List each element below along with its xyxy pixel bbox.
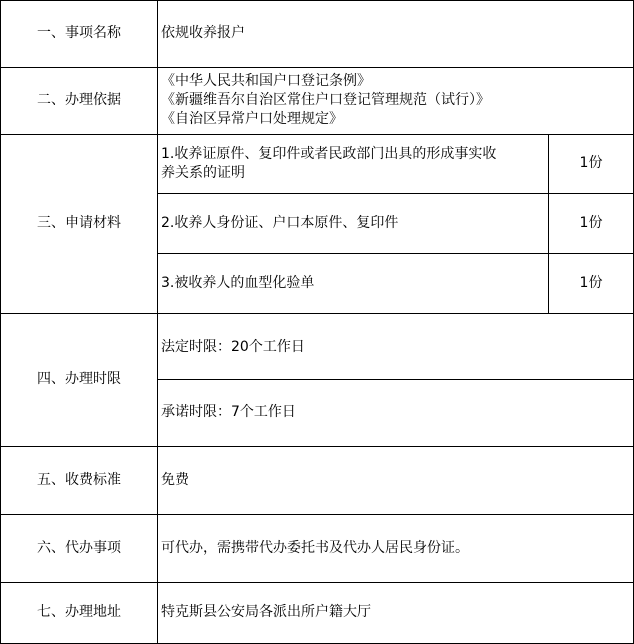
- row-divider: [0, 446, 634, 447]
- proxy-label: 六、代办事项: [37, 540, 121, 556]
- row-divider: [0, 582, 634, 583]
- row-divider: [0, 313, 634, 314]
- fee-label: 五、收费标准: [37, 472, 121, 488]
- basis-line: 《自治区异常户口处理规定》: [161, 111, 343, 127]
- table-border-top: [0, 0, 634, 1]
- row-divider: [0, 134, 634, 135]
- address-label: 七、办理地址: [37, 604, 121, 620]
- promised-time-limit: 承诺时限：7个工作日: [161, 404, 296, 420]
- subrow-divider: [157, 379, 634, 380]
- row-divider: [0, 514, 634, 515]
- row-divider: [0, 67, 634, 68]
- subrow-divider: [157, 253, 634, 254]
- material-item-count: 1份: [579, 215, 603, 231]
- statutory-time-limit: 法定时限：20个工作日: [161, 339, 305, 355]
- proxy-value: 可代办，需携带代办委托书及代办人居民身份证。: [161, 540, 469, 556]
- item-name-label: 一、事项名称: [37, 25, 121, 41]
- item-name-value: 依规收养报户: [161, 25, 245, 41]
- time-limit-label: 四、办理时限: [37, 371, 121, 387]
- address-value: 特克斯县公安局各派出所户籍大厅: [161, 604, 371, 620]
- subrow-divider: [157, 193, 634, 194]
- material-item-text: 3.被收养人的血型化验单: [161, 275, 315, 291]
- material-item-text: 2.收养人身份证、户口本原件、复印件: [161, 215, 399, 231]
- material-item-text: 养关系的证明: [161, 165, 245, 181]
- column-divider: [157, 0, 158, 644]
- basis-line: 《中华人民共和国户口登记条例》: [161, 73, 371, 89]
- materials-label: 三、申请材料: [37, 215, 121, 231]
- fee-value: 免费: [161, 472, 189, 488]
- basis-label: 二、办理依据: [37, 92, 121, 108]
- material-item-count: 1份: [579, 155, 603, 171]
- material-item-text: 1.收养证原件、复印件或者民政部门出具的形成事实收: [161, 146, 497, 162]
- material-item-count: 1份: [579, 275, 603, 291]
- basis-line: 《新疆维吾尔自治区常住户口登记管理规范（试行）》: [161, 92, 490, 108]
